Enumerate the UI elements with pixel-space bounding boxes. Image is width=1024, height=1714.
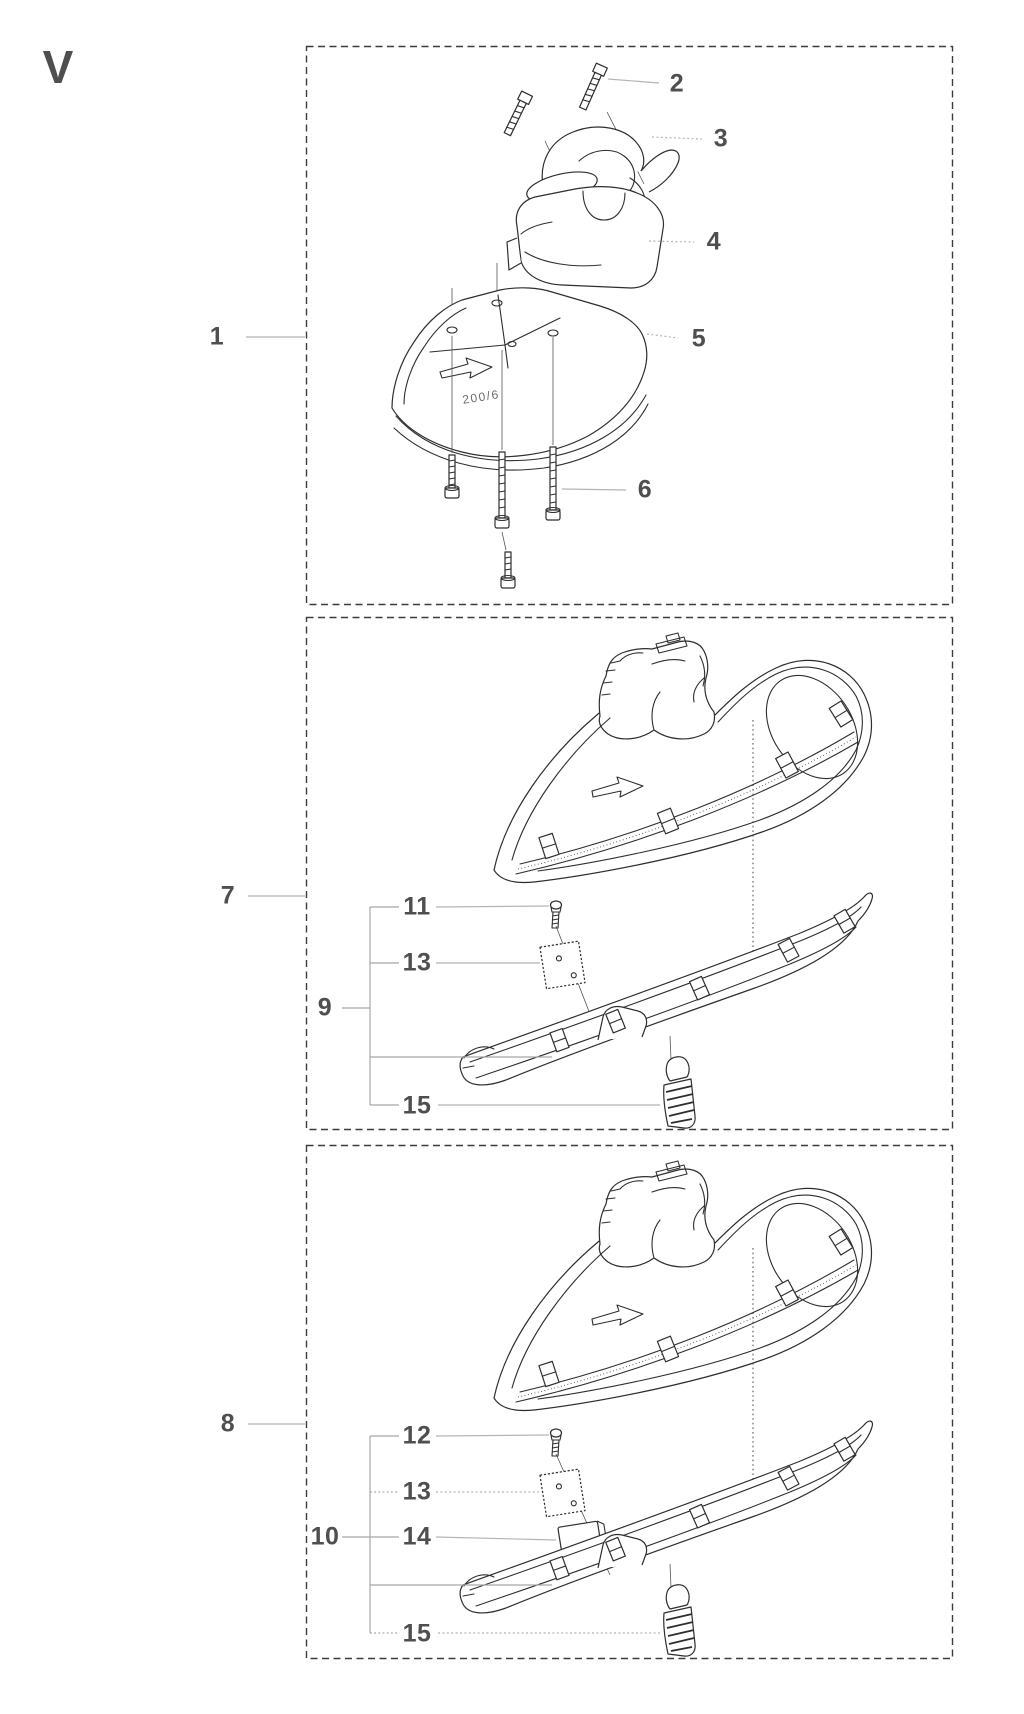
assembly1-art — [392, 63, 679, 588]
callout-4: 4 — [706, 227, 722, 256]
leader-14 — [436, 1537, 556, 1540]
callout-2: 2 — [669, 69, 685, 98]
callout-6: 6 — [637, 475, 653, 504]
leader-11 — [436, 906, 549, 907]
callout-13a: 13 — [402, 948, 432, 977]
assembly2-art — [460, 633, 876, 1128]
screw-d — [501, 552, 515, 588]
extension-strip — [460, 893, 872, 1085]
callout-14: 14 — [402, 1522, 432, 1551]
guard-marking: 200/6 — [461, 387, 501, 407]
callout-5: 5 — [691, 324, 707, 353]
callout-15b: 15 — [402, 1619, 432, 1648]
shield-guard — [392, 288, 648, 470]
screw-11 — [551, 901, 562, 928]
extension-strip — [460, 1421, 872, 1613]
leader-12 — [436, 1435, 549, 1436]
callout-13b: 13 — [402, 1477, 432, 1506]
bracket-9 — [342, 907, 552, 1105]
callout-11: 11 — [403, 892, 431, 921]
trimmer-guard — [494, 1161, 876, 1411]
shield-outline — [392, 288, 647, 457]
support-bracket — [507, 187, 663, 288]
plate-13 — [540, 1469, 585, 1517]
callout-1: 1 — [209, 322, 225, 351]
bolt-right — [577, 63, 607, 111]
callout-7: 7 — [220, 881, 236, 910]
bolt-left — [502, 91, 533, 137]
callout-12: 12 — [402, 1421, 432, 1450]
callout-9: 9 — [317, 993, 333, 1022]
callout-3: 3 — [713, 124, 729, 153]
leader-5 — [647, 334, 678, 338]
screw-b — [495, 452, 509, 528]
screw-a — [445, 455, 459, 498]
screw-12 — [551, 1429, 562, 1456]
section-letter: V — [42, 41, 74, 93]
trimmer-guard — [494, 633, 876, 883]
blade-15 — [664, 1036, 695, 1128]
assembly3-art — [460, 1161, 876, 1656]
callout-10: 10 — [310, 1522, 340, 1551]
bracket-10 — [342, 1436, 552, 1633]
leader-6 — [562, 489, 626, 490]
plate-13 — [540, 941, 585, 989]
blade-15 — [664, 1564, 695, 1656]
callout-15a: 15 — [402, 1091, 432, 1120]
callout-8: 8 — [220, 1409, 236, 1438]
leader-3 — [652, 137, 702, 139]
leader-2 — [608, 79, 659, 83]
